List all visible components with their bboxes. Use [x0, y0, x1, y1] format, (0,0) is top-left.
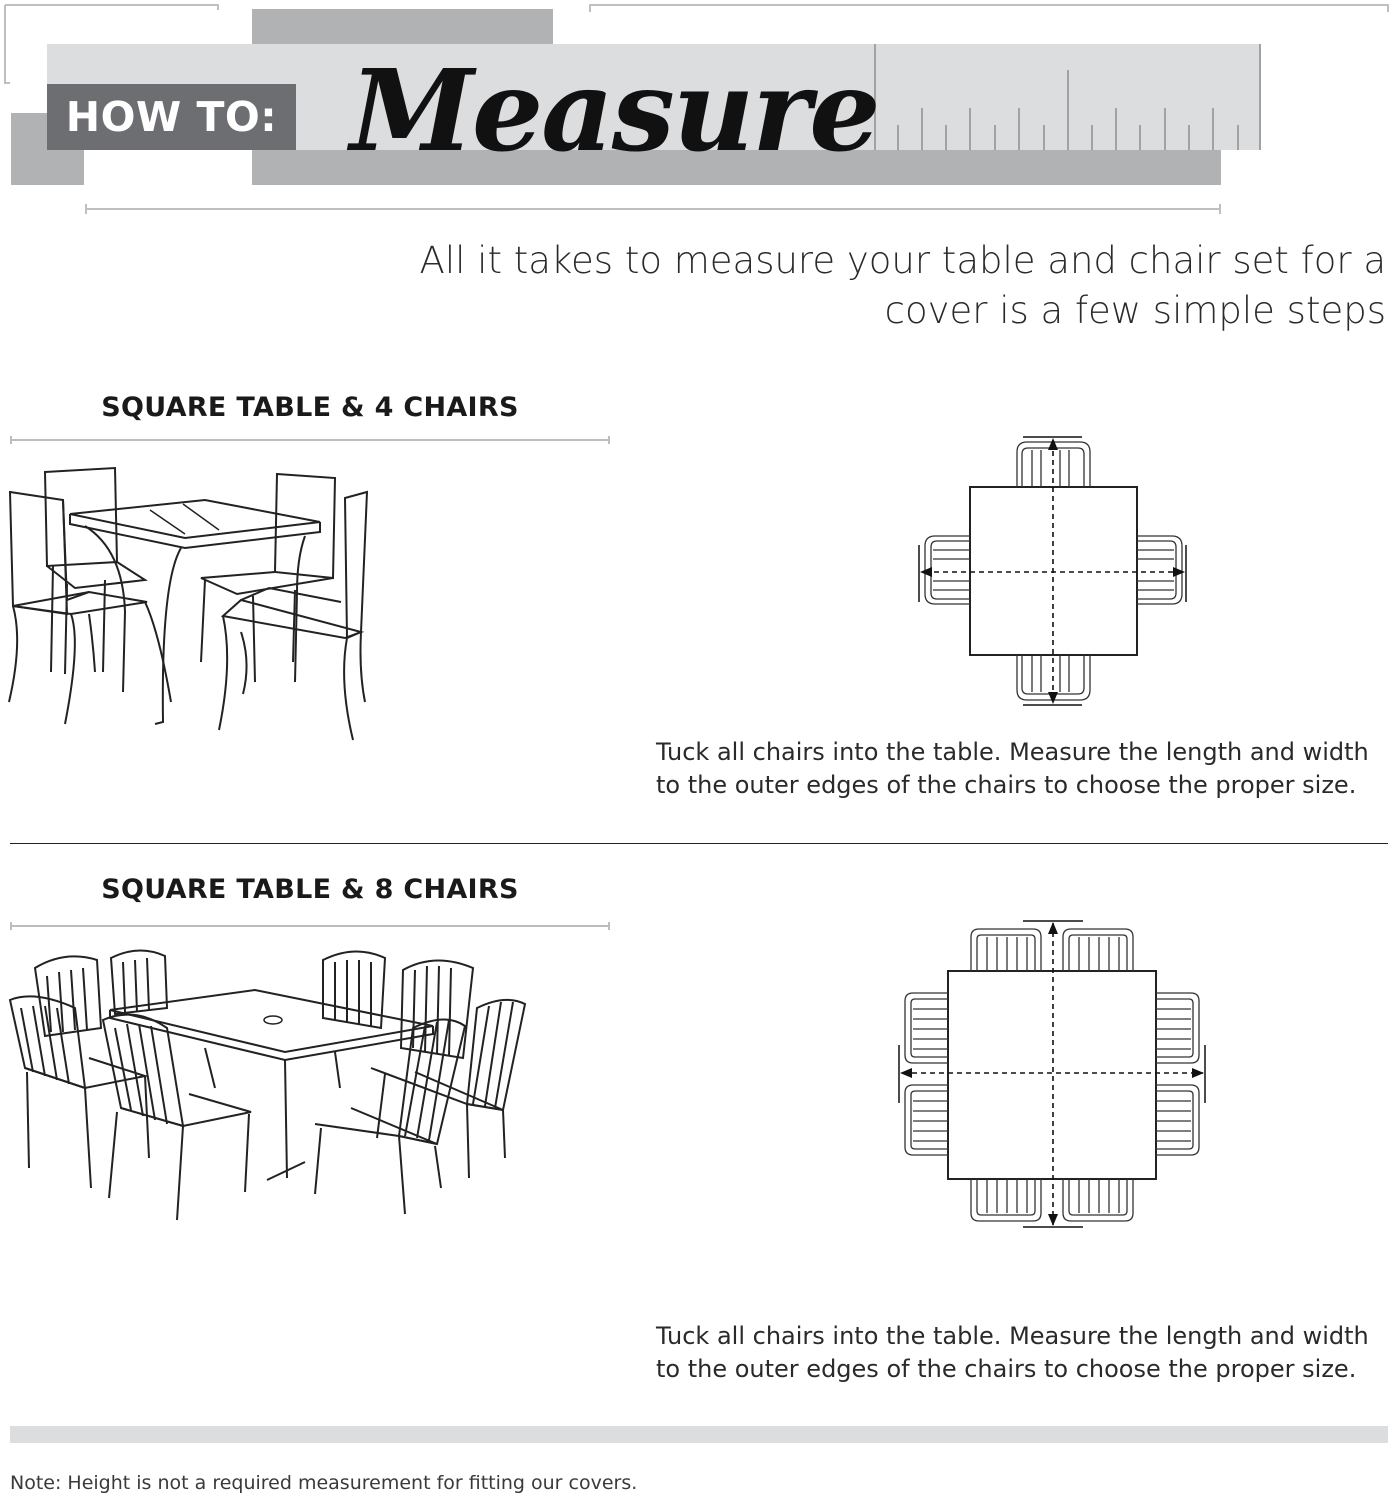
how-to-badge: HOW TO:: [47, 84, 296, 150]
section-description-4-chairs: [656, 736, 1386, 802]
measure-arrows: [919, 437, 1186, 705]
measure-arrows: [899, 921, 1205, 1227]
page-title: Measure: [350, 46, 879, 177]
section-rule: [10, 436, 610, 444]
footer-band: [10, 1426, 1388, 1443]
chair-left-lower: [905, 1085, 948, 1155]
section-rule: [10, 922, 610, 930]
table-8-chairs-top-view-diagram: [895, 915, 1215, 1235]
intro-text: [386, 236, 1386, 336]
chair-right-lower: [1156, 1085, 1199, 1155]
section-description-8-chairs: [656, 1320, 1386, 1386]
table-4-chairs-illustration: [5, 462, 375, 747]
intro-line-1: All it takes to measure your table and chair set for a: [419, 239, 1386, 282]
chair-top-left: [971, 929, 1041, 971]
chair-bottom-left: [971, 1179, 1041, 1221]
section-title-8-chairs: SQUARE TABLE & 8 CHAIRS: [101, 874, 519, 905]
section-title-4-chairs: SQUARE TABLE & 4 CHAIRS: [101, 392, 519, 423]
intro-line-2: cover is a few simple steps: [884, 289, 1386, 332]
description-line-1: Tuck all chairs into the table. Measure the length and width: [656, 738, 1369, 766]
chair-left-upper: [905, 993, 948, 1063]
description-line-1: Tuck all chairs into the table. Measure the length and width: [656, 1322, 1369, 1350]
chair-top-right: [1063, 929, 1133, 971]
section-divider: [10, 843, 1388, 844]
chair-bottom-right: [1063, 1179, 1133, 1221]
footer-note: Note: Height is not a required measurement for fitting our covers.: [10, 1472, 638, 1494]
description-line-2: to the outer edges of the chairs to choose the proper size.: [656, 771, 1357, 799]
description-line-2: to the outer edges of the chairs to choose the proper size.: [656, 1355, 1357, 1383]
chair-right-upper: [1156, 993, 1199, 1063]
table-4-chairs-top-view-diagram: [910, 430, 1200, 720]
table-8-chairs-illustration: [5, 948, 530, 1228]
